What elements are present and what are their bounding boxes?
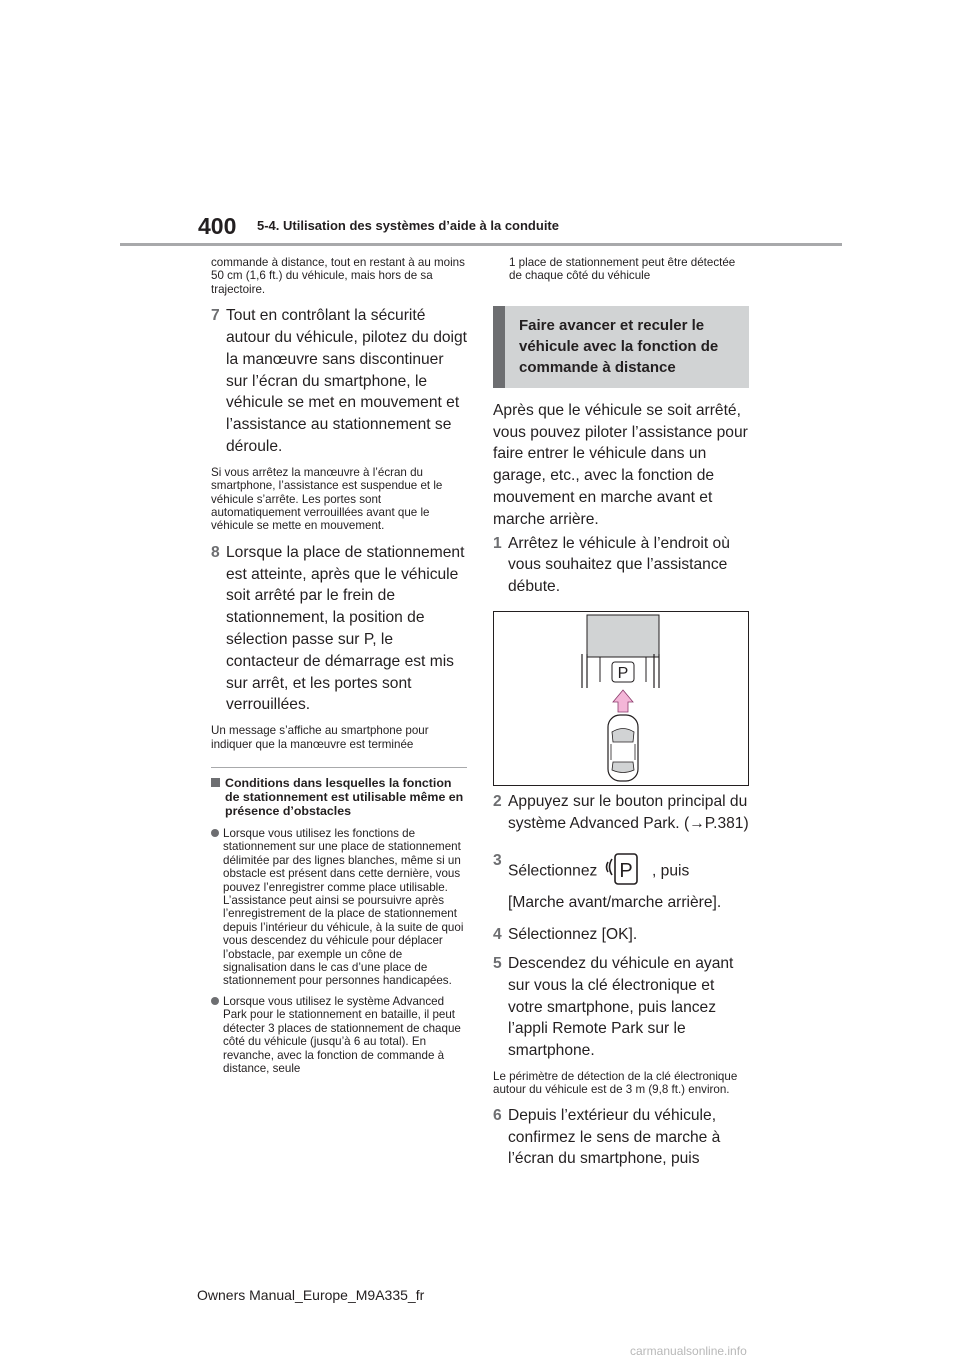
remote-park-icon-letter: P [618, 859, 633, 882]
left-column [211, 256, 467, 1075]
header-rule [120, 243, 842, 246]
continued-text: 1 place de stationnement peut être détectée de chaque côté du véhicule [509, 256, 736, 283]
note-7: Si vous arrêtez la manœuvre à l’écran du smartphone, l’assistance est suspendue et le véhicule s’arrête. Les portes sont automatiquement verrouillées avant que le véhicule se mette en mouvement. [211, 465, 443, 533]
step-6 [493, 1105, 749, 1170]
heading-bar [493, 306, 505, 388]
step-text: Descendez du véhicule en ayant sur vous la clé électronique et votre smartphone, puis lancez l’appli Remote Park sur le smartphone. [508, 954, 734, 1060]
step-text: Depuis l’extérieur du véhicule, confirmez le sens de marche à l’écran du smartphone, puis [508, 1106, 721, 1168]
step-number: 5 [493, 954, 502, 972]
car-icon [608, 715, 638, 781]
step-4 [493, 924, 749, 946]
step-text [508, 791, 749, 835]
divider [211, 767, 467, 768]
section-heading: Faire avancer et reculer le véhicule avec la fonction de commande à distance [505, 306, 749, 388]
garage-diagram [494, 612, 750, 785]
step-3-text-before: Sélectionnez [508, 862, 598, 880]
step-2 [493, 791, 749, 835]
step-3 [493, 850, 749, 915]
bullet-dot-icon [211, 997, 219, 1005]
p-sign-label: P [617, 664, 629, 682]
bullet-text: Lorsque vous utilisez le système Advanced Park pour le stationnement en bataille, il peut détecter 3 places de stationnement de chaque côté du véhicule (jusqu’à 6 au total). En revanche, avec la fonction de commande à distance, seule [223, 994, 461, 1075]
step-8 [211, 542, 467, 716]
step-number: 4 [493, 926, 502, 944]
page-reference: P.381) [704, 814, 749, 832]
step-text: Arrêtez le véhicule à l’endroit où vous souhaitez que l’assistance débute. [508, 534, 730, 596]
watermark: carmanualsonline.info [630, 1344, 747, 1358]
step-1 [493, 533, 749, 598]
step-3-text-after: , puis [Marche avant/marche arrière]. [508, 862, 722, 912]
step-7 [211, 305, 467, 458]
step-text: Tout en contrôlant la sécurité autour du véhicule, pilotez du doigt la manœuvre sans discontinuer sur l’écran du smartphone, le véhicule se met en mouvement et l’assistance au stationnement se déroule. [226, 307, 468, 455]
intro-text: commande à distance, tout en restant à au moins 50 cm (1,6 ft.) du véhicule, mais hors de sa trajectoire. [211, 256, 465, 296]
note-8: Un message s’affiche au smartphone pour indiquer que la manœuvre est terminée [211, 724, 429, 751]
right-column [493, 256, 749, 1170]
forward-arrow-icon [613, 690, 633, 712]
step-number: 1 [493, 534, 502, 552]
step-text [508, 850, 749, 915]
step-number: 8 [211, 543, 220, 561]
remote-park-icon [602, 850, 648, 893]
step-text: Lorsque la place de stationnement est atteinte, après que le véhicule soit arrêté par le frein de stationnement, la position de sélection passe sur P, le contacteur de démarrage est mis sur arrêt, et les portes sont verrouillées. [226, 543, 465, 714]
list-item [211, 995, 467, 1075]
footer-text: Owners Manual_Europe_M9A335_fr [197, 1287, 425, 1303]
step-2-text: Appuyez sur le bouton principal du système Advanced Park. ( [508, 792, 748, 832]
step-number: 7 [211, 307, 220, 325]
square-bullet-icon [211, 778, 220, 787]
conditions-heading [211, 776, 467, 818]
section-title: 5-4. Utilisation des systèmes d’aide à la conduite [257, 218, 559, 233]
step-number: 6 [493, 1106, 502, 1124]
parking-figure [493, 611, 749, 786]
step-5 [493, 953, 749, 1062]
garage-icon [587, 615, 659, 657]
bullet-dot-icon [211, 829, 219, 837]
step-number: 3 [493, 851, 502, 869]
step-number: 2 [493, 792, 502, 810]
section-heading-box [493, 306, 749, 388]
body-text: Après que le véhicule se soit arrêté, vous pouvez piloter l’assistance pour faire entrer le véhicule dans un garage, etc., avec la fonction de mouvement en marche avant et marche arrière. [493, 401, 748, 528]
arrow-symbol: → [689, 814, 705, 832]
bullet-text: Lorsque vous utilisez les fonctions de stationnement sur une place de stationnement délimitée par des lignes blanches, même si un obstacle est présent dans cette dernière, vous pouvez l’enregistrer comme place utilisable. L’assistance peut ainsi se poursuivre après l’enregistrement de la place de stationnement depuis l’intérieur du véhicule, à la suite de quoi vous descendez du véhicule pour déplacer l’obstacle, par exemple un cône de signalisation dans le cas d’une place de stationnement pour personnes handicapées. [223, 827, 464, 988]
list-item [211, 827, 467, 988]
page-number: 400 [198, 213, 237, 239]
note-5: Le périmètre de détection de la clé électronique autour du véhicule est de 3 m (9,8 ft.) environ. [493, 1069, 738, 1097]
conditions-heading-text: Conditions dans lesquelles la fonction de stationnement est utilisable même en présence d’obstacles [225, 776, 464, 819]
step-text: Sélectionnez [OK]. [508, 926, 638, 944]
